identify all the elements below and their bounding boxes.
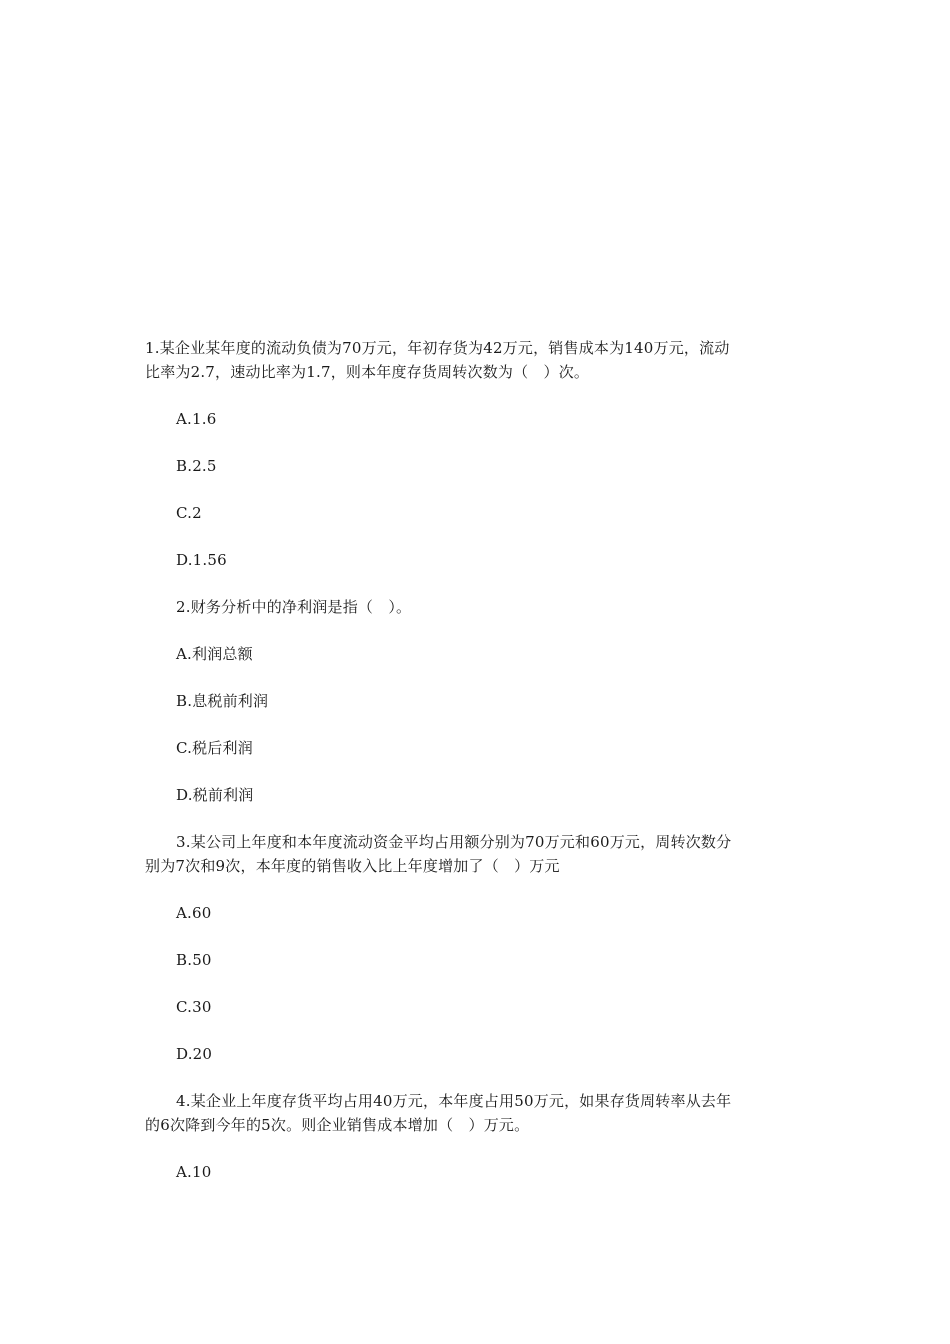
question-4-option-a: A.10 [176,1163,212,1181]
question-3-option-a: A.60 [176,904,212,922]
question-1-option-a: A.1.6 [176,410,217,428]
question-1-option-d: D.1.56 [176,551,227,569]
question-2-text-line-1: 2.财务分析中的净利润是指（ ）。 [176,598,412,616]
question-3-option-d: D.20 [176,1045,213,1063]
question-2-option-b: B.息税前利润 [176,692,269,710]
question-list [145,336,800,1207]
question-4 [145,1089,800,1137]
question-2-option-a: A.利润总额 [176,645,253,663]
question-1-option-c: C.2 [176,504,202,522]
question-4-text-line-1: 4.某企业上年度存货平均占用40万元，本年度占用50万元，如果存货周转率从去年 [176,1092,732,1110]
question-4-text-line-2: 的6次降到今年的5次。则企业销售成本增加（ ）万元。 [145,1116,530,1134]
question-3-option-c: C.30 [176,998,212,1016]
question-3-text-line-2: 别为7次和9次，本年度的销售收入比上年度增加了（ ）万元 [145,857,560,875]
question-1-text-line-2: 比率为2.7，速动比率为1.7，则本年度存货周转次数为（ ）次。 [145,363,590,381]
question-3-text-line-1: 3.某公司上年度和本年度流动资金平均占用额分别为70万元和60万元，周转次数分 [176,833,732,851]
question-3-option-b: B.50 [176,951,212,969]
question-2 [145,595,800,619]
question-1 [145,336,800,384]
question-1-option-b: B.2.5 [176,457,217,475]
question-1-text-line-1: 1.某企业某年度的流动负债为70万元，年初存货为42万元，销售成本为140万元，流动 [145,339,730,357]
question-3 [145,830,800,878]
question-2-option-d: D.税前利润 [176,786,254,804]
question-2-option-c: C.税后利润 [176,739,253,757]
